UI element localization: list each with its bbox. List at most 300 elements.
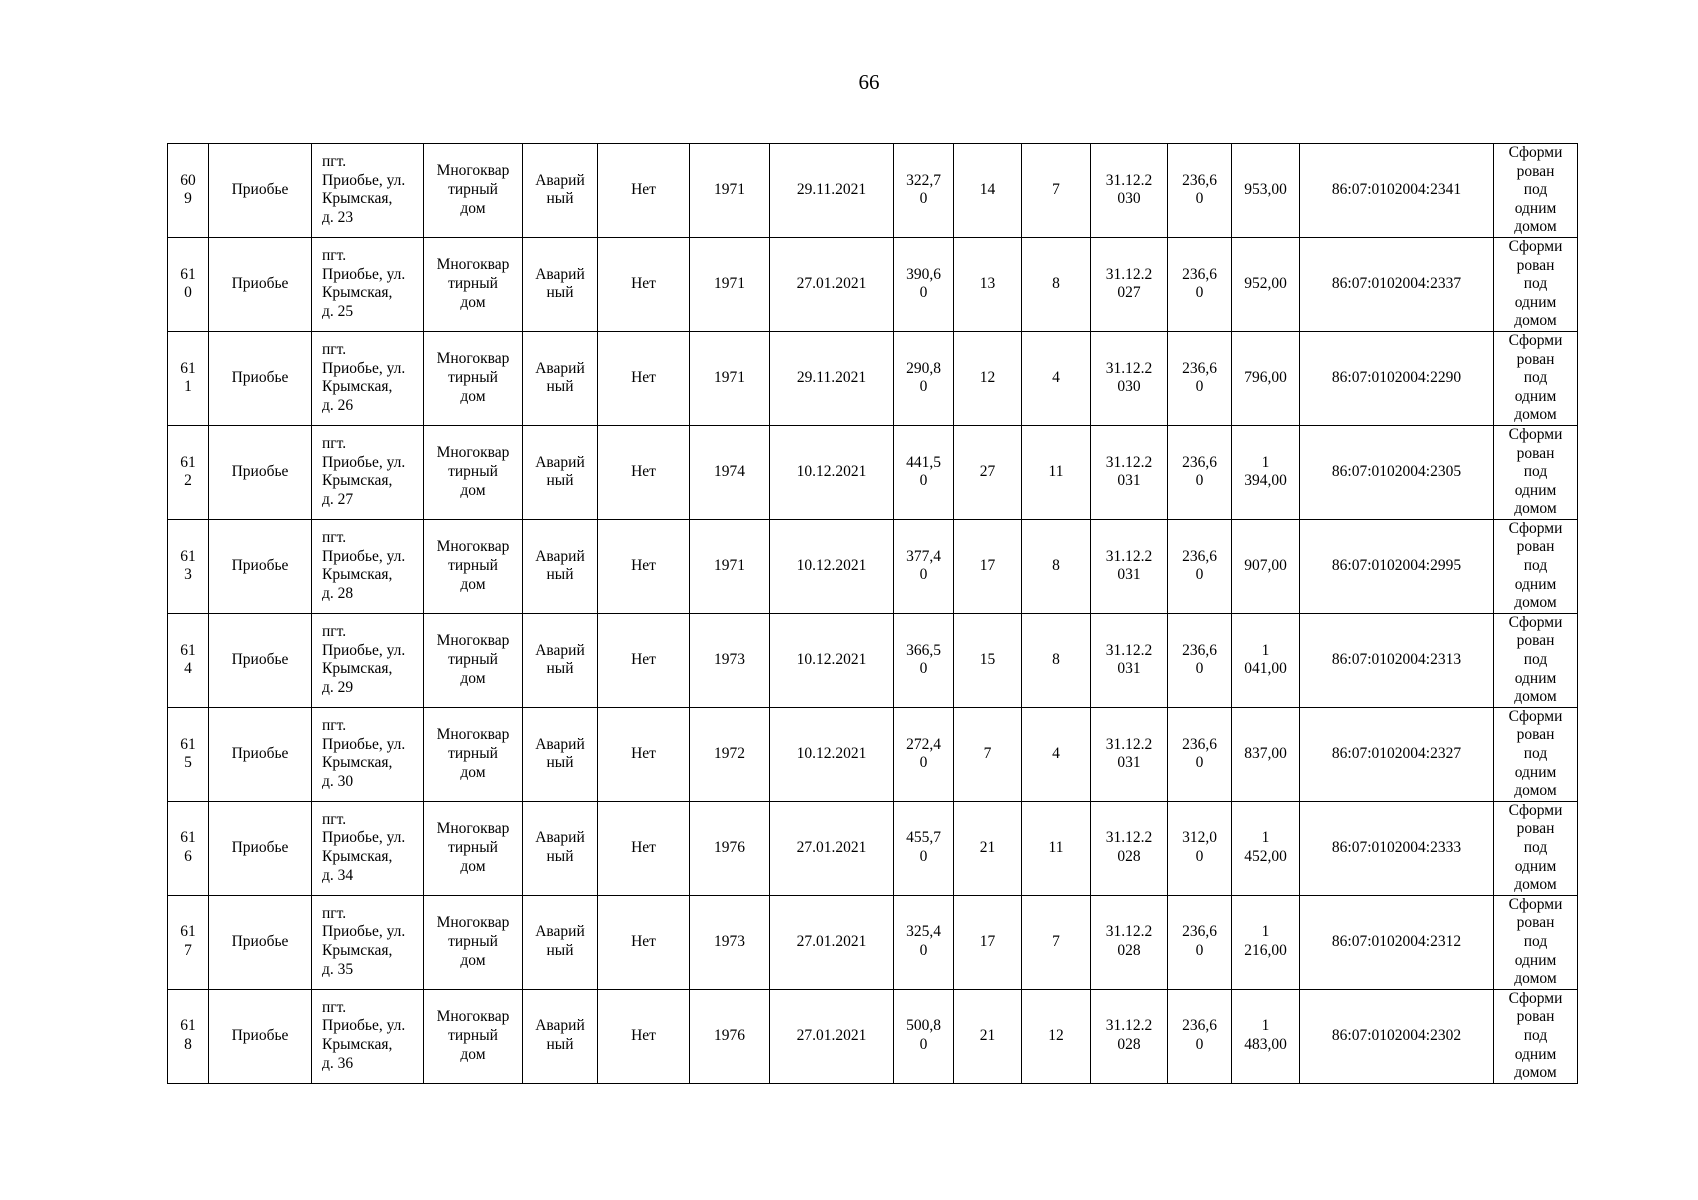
residents-count-cell — [954, 519, 1022, 613]
settlement-cell-text: Приобье — [231, 650, 289, 668]
flats-count-cell-text: 12 — [1048, 1026, 1064, 1044]
row-number-cell — [168, 144, 209, 238]
land-note-cell-text: Сформи рован под одним домом — [1508, 895, 1563, 988]
land-area-cell — [1232, 707, 1300, 801]
address-cell — [312, 801, 424, 895]
condition-status-cell — [523, 895, 598, 989]
condition-status-cell — [523, 613, 598, 707]
cadastral-number-cell — [1300, 237, 1494, 331]
flag-cell-text: Нет — [631, 369, 656, 387]
price-cell — [1168, 895, 1232, 989]
flats-count-cell — [1022, 144, 1091, 238]
row-number-cell-text: 61 7 — [180, 923, 196, 960]
construction-year-cell — [690, 519, 770, 613]
land-area-cell-text: 837,00 — [1244, 744, 1287, 762]
price-cell-text: 236,6 0 — [1182, 923, 1217, 960]
residents-count-cell — [954, 707, 1022, 801]
resettlement-deadline-cell — [1091, 801, 1168, 895]
row-number-cell — [168, 613, 209, 707]
construction-year-cell-text: 1971 — [714, 556, 745, 574]
residents-count-cell — [954, 425, 1022, 519]
area-cell-text: 500,8 0 — [906, 1017, 941, 1054]
address-cell — [312, 425, 424, 519]
condition-status-cell-text: Аварий ный — [535, 735, 585, 772]
resettlement-deadline-cell-text: 31.12.2 030 — [1105, 171, 1153, 208]
flats-count-cell-text: 7 — [1052, 932, 1060, 950]
area-cell-text: 366,5 0 — [906, 641, 941, 678]
condition-status-cell — [523, 237, 598, 331]
land-area-cell-text: 952,00 — [1244, 275, 1287, 293]
construction-year-cell-text: 1973 — [714, 650, 745, 668]
price-cell-text: 312,0 0 — [1182, 829, 1217, 866]
land-note-cell — [1494, 331, 1578, 425]
flag-cell — [598, 613, 690, 707]
cadastral-number-cell — [1300, 613, 1494, 707]
price-cell-text: 236,6 0 — [1182, 171, 1217, 208]
condition-status-cell-text: Аварий ный — [535, 1017, 585, 1054]
condition-status-cell — [523, 331, 598, 425]
flag-cell — [598, 144, 690, 238]
resettlement-deadline-cell-text: 31.12.2 027 — [1105, 265, 1153, 302]
row-number-cell — [168, 237, 209, 331]
building-type-cell-text: Многоквар тирный дом — [436, 1008, 510, 1063]
land-note-cell — [1494, 989, 1578, 1083]
resettlement-deadline-cell — [1091, 331, 1168, 425]
settlement-cell-text: Приобье — [231, 744, 289, 762]
construction-year-cell-text: 1974 — [714, 462, 745, 480]
recognition-date-cell — [770, 707, 894, 801]
settlement-cell-text: Приобье — [231, 462, 289, 480]
row-number-cell — [168, 331, 209, 425]
flag-cell — [598, 989, 690, 1083]
construction-year-cell-text: 1976 — [714, 1026, 745, 1044]
land-note-cell-text: Сформи рован под одним домом — [1508, 237, 1563, 330]
cadastral-number-cell-text: 86:07:0102004:2995 — [1331, 556, 1462, 574]
building-type-cell-text: Многоквар тирный дом — [436, 162, 510, 217]
resettlement-deadline-cell — [1091, 989, 1168, 1083]
cadastral-number-cell — [1300, 519, 1494, 613]
flag-cell-text: Нет — [631, 838, 656, 856]
building-type-cell — [424, 331, 523, 425]
condition-status-cell — [523, 801, 598, 895]
address-cell — [312, 707, 424, 801]
table-row — [168, 895, 1578, 989]
address-cell — [312, 989, 424, 1083]
recognition-date-cell-text: 10.12.2021 — [796, 556, 867, 574]
row-number-cell-text: 61 2 — [180, 453, 196, 490]
flats-count-cell — [1022, 331, 1091, 425]
flag-cell-text: Нет — [631, 744, 656, 762]
condition-status-cell — [523, 144, 598, 238]
settlement-cell-text: Приобье — [231, 838, 289, 856]
recognition-date-cell — [770, 801, 894, 895]
land-note-cell-text: Сформи рован под одним домом — [1508, 613, 1563, 706]
construction-year-cell-text: 1972 — [714, 744, 745, 762]
cadastral-number-cell-text: 86:07:0102004:2302 — [1331, 1026, 1462, 1044]
condition-status-cell — [523, 425, 598, 519]
recognition-date-cell-text: 27.01.2021 — [796, 275, 867, 293]
area-cell — [894, 331, 954, 425]
resettlement-deadline-cell — [1091, 707, 1168, 801]
cadastral-number-cell-text: 86:07:0102004:2341 — [1331, 181, 1462, 199]
address-cell — [312, 144, 424, 238]
cadastral-number-cell — [1300, 801, 1494, 895]
construction-year-cell — [690, 331, 770, 425]
land-area-cell-text: 1 452,00 — [1244, 829, 1287, 866]
flats-count-cell — [1022, 613, 1091, 707]
building-type-cell — [424, 425, 523, 519]
address-cell — [312, 613, 424, 707]
recognition-date-cell-text: 10.12.2021 — [796, 744, 867, 762]
address-cell-text: пгт. Приобье, ул. Крымская, д. 34 — [322, 810, 406, 885]
land-area-cell-text: 1 216,00 — [1244, 923, 1287, 960]
resettlement-deadline-cell — [1091, 613, 1168, 707]
price-cell-text: 236,6 0 — [1182, 359, 1217, 396]
recognition-date-cell-text: 10.12.2021 — [796, 462, 867, 480]
cadastral-number-cell-text: 86:07:0102004:2305 — [1331, 462, 1462, 480]
price-cell-text: 236,6 0 — [1182, 1017, 1217, 1054]
price-cell-text: 236,6 0 — [1182, 641, 1217, 678]
address-cell — [312, 519, 424, 613]
land-note-cell — [1494, 144, 1578, 238]
flats-count-cell — [1022, 519, 1091, 613]
table-row — [168, 801, 1578, 895]
address-cell-text: пгт. Приобье, ул. Крымская, д. 29 — [322, 622, 406, 697]
land-note-cell-text: Сформи рован под одним домом — [1508, 144, 1563, 236]
recognition-date-cell-text: 10.12.2021 — [796, 650, 867, 668]
land-area-cell-text: 907,00 — [1244, 556, 1287, 574]
residents-count-cell-text: 21 — [979, 1026, 996, 1044]
residents-count-cell — [954, 895, 1022, 989]
area-cell-text: 390,6 0 — [906, 265, 941, 302]
residents-count-cell-text: 13 — [979, 275, 996, 293]
area-cell-text: 377,4 0 — [906, 547, 941, 584]
building-type-cell — [424, 895, 523, 989]
land-note-cell — [1494, 519, 1578, 613]
flats-count-cell — [1022, 989, 1091, 1083]
recognition-date-cell-text: 29.11.2021 — [796, 369, 867, 387]
row-number-cell — [168, 801, 209, 895]
condition-status-cell-text: Аварий ный — [535, 265, 585, 302]
settlement-cell — [209, 613, 312, 707]
cadastral-number-cell — [1300, 331, 1494, 425]
row-number-cell-text: 61 0 — [180, 265, 196, 302]
area-cell-text: 441,5 0 — [906, 453, 941, 490]
resettlement-deadline-cell-text: 31.12.2 031 — [1105, 735, 1153, 772]
flag-cell — [598, 519, 690, 613]
land-area-cell — [1232, 519, 1300, 613]
table-row — [168, 707, 1578, 801]
land-area-cell-text: 953,00 — [1244, 181, 1287, 199]
address-cell-text: пгт. Приобье, ул. Крымская, д. 27 — [322, 434, 406, 509]
row-number-cell — [168, 989, 209, 1083]
construction-year-cell-text: 1976 — [714, 838, 745, 856]
flats-count-cell — [1022, 237, 1091, 331]
land-area-cell-text: 1 483,00 — [1244, 1017, 1287, 1054]
land-area-cell — [1232, 895, 1300, 989]
resettlement-deadline-cell-text: 31.12.2 030 — [1105, 359, 1153, 396]
land-area-cell — [1232, 613, 1300, 707]
residents-count-cell — [954, 237, 1022, 331]
flag-cell-text: Нет — [631, 275, 656, 293]
area-cell-text: 290,8 0 — [906, 359, 941, 396]
price-cell — [1168, 801, 1232, 895]
table-row — [168, 989, 1578, 1083]
flag-cell — [598, 895, 690, 989]
building-type-cell — [424, 519, 523, 613]
price-cell — [1168, 144, 1232, 238]
area-cell — [894, 895, 954, 989]
land-area-cell — [1232, 144, 1300, 238]
settlement-cell-text: Приобье — [231, 181, 289, 199]
settlement-cell — [209, 237, 312, 331]
cadastral-number-cell-text: 86:07:0102004:2313 — [1331, 650, 1462, 668]
cadastral-number-cell-text: 86:07:0102004:2312 — [1331, 932, 1462, 950]
table-body — [168, 144, 1578, 1084]
flag-cell — [598, 801, 690, 895]
construction-year-cell — [690, 425, 770, 519]
residents-count-cell-text: 15 — [979, 650, 996, 668]
settlement-cell-text: Приобье — [231, 369, 289, 387]
price-cell — [1168, 425, 1232, 519]
land-area-cell — [1232, 331, 1300, 425]
construction-year-cell — [690, 895, 770, 989]
construction-year-cell-text: 1973 — [714, 932, 745, 950]
flag-cell-text: Нет — [631, 181, 656, 199]
resettlement-deadline-cell — [1091, 237, 1168, 331]
construction-year-cell — [690, 613, 770, 707]
building-type-cell — [424, 707, 523, 801]
settlement-cell — [209, 707, 312, 801]
settlement-cell — [209, 425, 312, 519]
building-type-cell-text: Многоквар тирный дом — [436, 820, 510, 875]
flag-cell-text: Нет — [631, 932, 656, 950]
building-type-cell-text: Многоквар тирный дом — [436, 538, 510, 593]
building-type-cell — [424, 237, 523, 331]
residents-count-cell-text: 7 — [983, 744, 992, 762]
price-cell — [1168, 237, 1232, 331]
settlement-cell-text: Приобье — [231, 932, 289, 950]
cadastral-number-cell-text: 86:07:0102004:2337 — [1331, 275, 1462, 293]
settlement-cell — [209, 801, 312, 895]
condition-status-cell-text: Аварий ный — [535, 453, 585, 490]
cadastral-number-cell — [1300, 989, 1494, 1083]
residents-count-cell — [954, 613, 1022, 707]
row-number-cell-text: 61 5 — [180, 735, 196, 772]
flats-count-cell-text: 7 — [1052, 181, 1060, 199]
construction-year-cell-text: 1971 — [714, 275, 745, 293]
land-note-cell-text: Сформи рован под одним домом — [1508, 989, 1563, 1082]
price-cell-text: 236,6 0 — [1182, 265, 1217, 302]
land-note-cell — [1494, 613, 1578, 707]
condition-status-cell-text: Аварий ный — [535, 641, 585, 678]
address-cell-text: пгт. Приобье, ул. Крымская, д. 30 — [322, 716, 406, 791]
price-cell — [1168, 613, 1232, 707]
building-type-cell — [424, 613, 523, 707]
land-note-cell — [1494, 425, 1578, 519]
row-number-cell-text: 61 4 — [180, 641, 196, 678]
row-number-cell-text: 61 8 — [180, 1017, 196, 1054]
area-cell — [894, 519, 954, 613]
area-cell-text: 322,7 0 — [906, 171, 941, 208]
construction-year-cell-text: 1971 — [714, 181, 745, 199]
recognition-date-cell — [770, 519, 894, 613]
residents-count-cell-text: 17 — [979, 556, 996, 574]
building-type-cell — [424, 989, 523, 1083]
flats-count-cell-text: 8 — [1052, 650, 1060, 668]
construction-year-cell — [690, 237, 770, 331]
flats-count-cell-text: 4 — [1052, 369, 1060, 387]
land-note-cell — [1494, 237, 1578, 331]
price-cell — [1168, 707, 1232, 801]
row-number-cell — [168, 519, 209, 613]
flats-count-cell — [1022, 801, 1091, 895]
table-row — [168, 237, 1578, 331]
cadastral-number-cell-text: 86:07:0102004:2333 — [1331, 838, 1462, 856]
flag-cell-text: Нет — [631, 462, 656, 480]
row-number-cell-text: 61 3 — [180, 547, 196, 584]
resettlement-deadline-cell — [1091, 519, 1168, 613]
building-type-cell-text: Многоквар тирный дом — [436, 350, 510, 405]
table-row — [168, 519, 1578, 613]
address-cell-text: пгт. Приобье, ул. Крымская, д. 26 — [322, 340, 406, 415]
resettlement-deadline-cell-text: 31.12.2 028 — [1105, 1017, 1153, 1054]
settlement-cell — [209, 144, 312, 238]
flag-cell-text: Нет — [631, 650, 656, 668]
construction-year-cell-text: 1971 — [714, 369, 745, 387]
building-type-cell-text: Многоквар тирный дом — [436, 914, 510, 969]
area-cell-text: 455,7 0 — [906, 829, 941, 866]
row-number-cell — [168, 425, 209, 519]
condition-status-cell-text: Аварий ный — [535, 547, 585, 584]
price-cell-text: 236,6 0 — [1182, 735, 1217, 772]
resettlement-deadline-cell-text: 31.12.2 031 — [1105, 453, 1153, 490]
building-type-cell-text: Многоквар тирный дом — [436, 726, 510, 781]
address-cell — [312, 237, 424, 331]
flats-count-cell-text: 8 — [1052, 556, 1060, 574]
address-cell-text: пгт. Приобье, ул. Крымская, д. 25 — [322, 246, 406, 321]
address-cell — [312, 331, 424, 425]
address-cell-text: пгт. Приобье, ул. Крымская, д. 28 — [322, 528, 406, 603]
table-row — [168, 613, 1578, 707]
building-type-cell-text: Многоквар тирный дом — [436, 444, 510, 499]
land-note-cell-text: Сформи рован под одним домом — [1508, 331, 1563, 424]
cadastral-number-cell — [1300, 144, 1494, 238]
recognition-date-cell — [770, 425, 894, 519]
recognition-date-cell — [770, 237, 894, 331]
land-area-cell — [1232, 237, 1300, 331]
row-number-cell — [168, 707, 209, 801]
settlement-cell — [209, 895, 312, 989]
table-row — [168, 425, 1578, 519]
settlement-cell-text: Приобье — [231, 556, 289, 574]
area-cell-text: 272,4 0 — [906, 735, 941, 772]
settlement-cell — [209, 989, 312, 1083]
building-type-cell — [424, 144, 523, 238]
resettlement-deadline-cell-text: 31.12.2 031 — [1105, 641, 1153, 678]
flats-count-cell-text: 11 — [1048, 462, 1064, 480]
cadastral-number-cell-text: 86:07:0102004:2327 — [1331, 744, 1462, 762]
land-note-cell-text: Сформи рован под одним домом — [1508, 801, 1563, 894]
area-cell — [894, 989, 954, 1083]
area-cell — [894, 613, 954, 707]
residents-count-cell-text: 14 — [979, 181, 996, 199]
land-note-cell-text: Сформи рован под одним домом — [1508, 425, 1563, 518]
land-note-cell-text: Сформи рован под одним домом — [1508, 519, 1563, 612]
table-row — [168, 331, 1578, 425]
condition-status-cell — [523, 519, 598, 613]
residents-count-cell-text: 17 — [979, 932, 996, 950]
flag-cell-text: Нет — [631, 1026, 656, 1044]
flats-count-cell-text: 8 — [1052, 275, 1060, 293]
flats-count-cell — [1022, 707, 1091, 801]
resettlement-deadline-cell — [1091, 425, 1168, 519]
recognition-date-cell — [770, 331, 894, 425]
recognition-date-cell-text: 29.11.2021 — [796, 181, 867, 199]
residents-count-cell — [954, 144, 1022, 238]
construction-year-cell — [690, 801, 770, 895]
area-cell-text: 325,4 0 — [906, 923, 941, 960]
flag-cell — [598, 707, 690, 801]
building-type-cell-text: Многоквар тирный дом — [436, 256, 510, 311]
cadastral-number-cell — [1300, 425, 1494, 519]
area-cell — [894, 144, 954, 238]
flag-cell — [598, 331, 690, 425]
condition-status-cell — [523, 989, 598, 1083]
construction-year-cell — [690, 707, 770, 801]
row-number-cell — [168, 895, 209, 989]
residents-count-cell — [954, 801, 1022, 895]
building-type-cell — [424, 801, 523, 895]
flag-cell — [598, 425, 690, 519]
recognition-date-cell-text: 27.01.2021 — [796, 838, 867, 856]
table-row — [168, 144, 1578, 238]
cadastral-number-cell — [1300, 707, 1494, 801]
residents-count-cell — [954, 331, 1022, 425]
flats-count-cell — [1022, 895, 1091, 989]
row-number-cell-text: 60 9 — [180, 171, 196, 208]
land-area-cell-text: 1 394,00 — [1244, 453, 1287, 490]
recognition-date-cell — [770, 144, 894, 238]
recognition-date-cell — [770, 989, 894, 1083]
land-note-cell — [1494, 801, 1578, 895]
construction-year-cell — [690, 144, 770, 238]
price-cell — [1168, 519, 1232, 613]
settlement-cell — [209, 519, 312, 613]
flats-count-cell — [1022, 425, 1091, 519]
price-cell-text: 236,6 0 — [1182, 547, 1217, 584]
housing-registry-table — [167, 143, 1578, 1084]
area-cell — [894, 425, 954, 519]
land-area-cell-text: 796,00 — [1244, 369, 1287, 387]
condition-status-cell-text: Аварий ный — [535, 171, 585, 208]
residents-count-cell-text: 12 — [979, 369, 996, 387]
condition-status-cell-text: Аварий ный — [535, 923, 585, 960]
land-area-cell — [1232, 425, 1300, 519]
residents-count-cell-text: 21 — [979, 838, 996, 856]
address-cell-text: пгт. Приобье, ул. Крымская, д. 35 — [322, 904, 406, 979]
flats-count-cell-text: 4 — [1052, 744, 1060, 762]
area-cell — [894, 801, 954, 895]
recognition-date-cell-text: 27.01.2021 — [796, 1026, 867, 1044]
flag-cell — [598, 237, 690, 331]
address-cell-text: пгт. Приобье, ул. Крымская, д. 36 — [322, 998, 406, 1072]
land-area-cell — [1232, 989, 1300, 1083]
row-number-cell-text: 61 1 — [180, 359, 196, 396]
residents-count-cell-text: 27 — [979, 462, 996, 480]
resettlement-deadline-cell — [1091, 144, 1168, 238]
land-note-cell — [1494, 707, 1578, 801]
